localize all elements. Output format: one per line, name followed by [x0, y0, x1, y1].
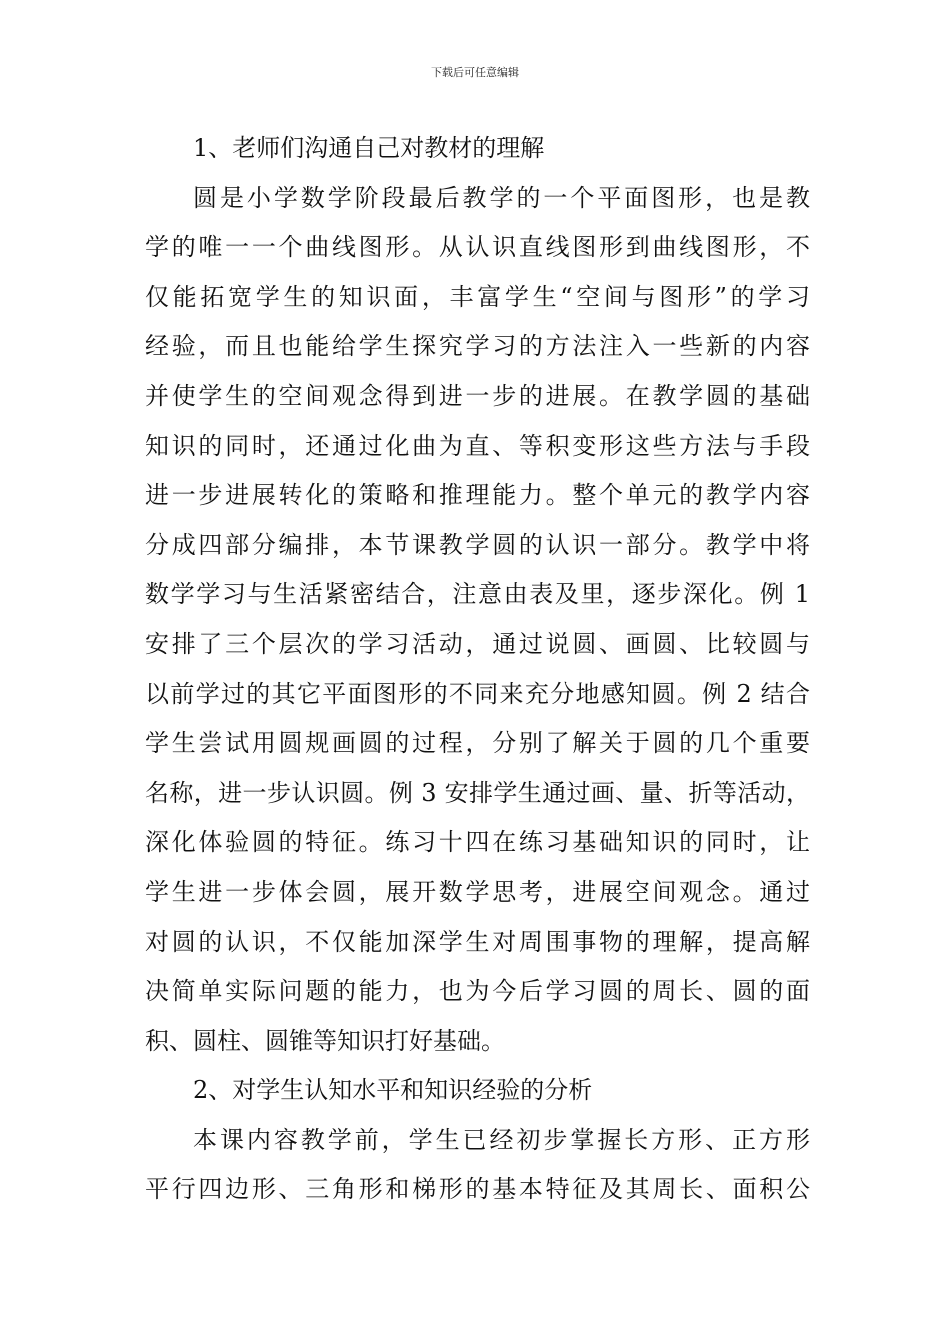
paragraph-line: 本课内容教学前，学生已经初步掌握长方形、正方形	[193, 1125, 810, 1154]
paragraph-line: 并使学生的空间观念得到进一步的进展。在教学圆的基础	[145, 381, 810, 410]
paragraph-line: 圆是小学数学阶段最后教学的一个平面图形，也是教	[193, 183, 810, 212]
section-heading-2: 2、对学生认知水平和知识经验的分析	[193, 1076, 593, 1105]
page-header-note: 下载后可任意编辑	[431, 66, 519, 79]
paragraph-line: 决简单实际问题的能力，也为今后学习圆的周长、圆的面	[145, 977, 810, 1006]
paragraph-line: 分成四部分编排，本节课教学圆的认识一部分。教学中将	[145, 530, 810, 559]
paragraph-line: 数学学习与生活紧密结合，注意由表及里，逐步深化。例 1	[145, 580, 810, 609]
paragraph-line: 对圆的认识，不仅能加深学生对周围事物的理解，提高解	[145, 927, 810, 956]
paragraph-line: 学的唯一一个曲线图形。从认识直线图形到曲线图形，不	[145, 233, 810, 262]
paragraph-line: 学生尝试用圆规画圆的过程，分别了解关于圆的几个重要	[145, 729, 810, 758]
paragraph-line: 学生进一步体会圆，展开数学思考，进展空间观念。通过	[145, 877, 810, 906]
paragraph-line: 仅能拓宽学生的知识面，丰富学生“空间与图形”的学习	[145, 282, 810, 311]
paragraph-line: 名称，进一步认识圆。例 3 安排学生通过画、量、折等活动，	[145, 778, 810, 807]
document-body	[145, 124, 810, 1215]
paragraph-line: 进一步进展转化的策略和推理能力。整个单元的教学内容	[145, 481, 810, 510]
paragraph-line: 安排了三个层次的学习活动，通过说圆、画圆、比较圆与	[145, 629, 810, 658]
paragraph-line: 深化体验圆的特征。练习十四在练习基础知识的同时，让	[145, 828, 810, 857]
section-heading-1: 1、老师们沟通自己对教材的理解	[193, 134, 545, 162]
paragraph-line: 经验，而且也能给学生探究学习的方法注入一些新的内容	[145, 332, 810, 361]
paragraph-line: 积、圆柱、圆锥等知识打好基础。	[145, 1026, 505, 1055]
paragraph-line: 平行四边形、三角形和梯形的基本特征及其周长、面积公	[145, 1175, 810, 1204]
paragraph-line: 知识的同时，还通过化曲为直、等积变形这些方法与手段	[145, 431, 810, 460]
paragraph-line: 以前学过的其它平面图形的不同来充分地感知圆。例 2 结合	[145, 679, 810, 708]
